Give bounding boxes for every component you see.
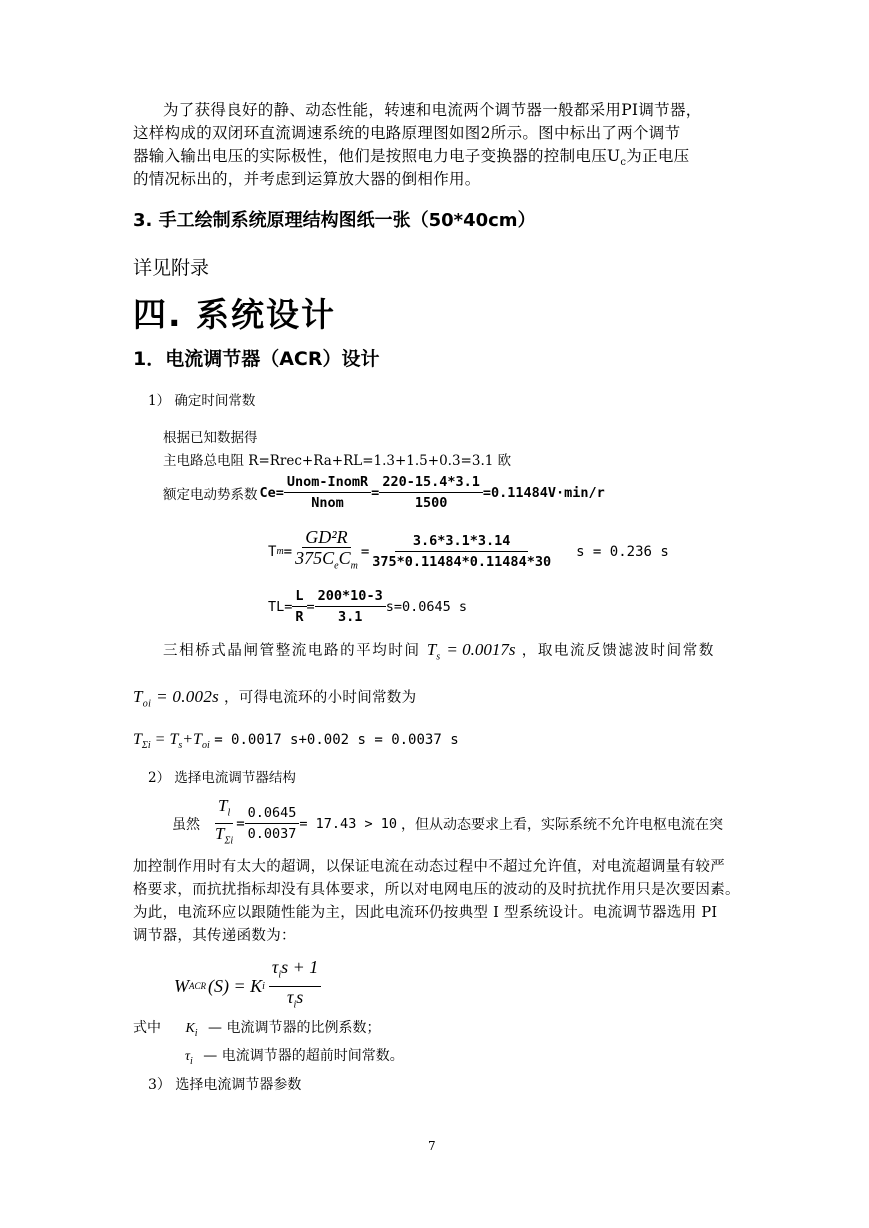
tl-fraction-1 xyxy=(292,586,306,627)
step-2-para-line-3: 为此，电流环应以跟随性能为主，因此电流环仍按典型 I 型系统设计。电流调节器选用 PI xyxy=(133,905,718,921)
intro-line-3: 器输入输出电压的实际极性，他们是按照电力电子变换器的控制电压$U_c$为正电压 xyxy=(133,147,690,169)
ratio-result: = 17.43 > 10 xyxy=(299,815,397,832)
step-2-para-line-4: 调节器，其传递函数为： xyxy=(133,928,296,944)
ce-result: =0.11484V·min/r xyxy=(482,484,605,501)
ratio-symbol-fraction: $\frac{T_l}{T_{\Sigma i}}$ xyxy=(215,796,234,847)
intro-line-4: 的情况标出的，并考虑到运算放大器的倒相作用。 xyxy=(133,170,481,188)
transfer-function: W ACR (S) = K i $\frac{\tau_is + 1}{\tau_is}$ xyxy=(174,957,321,1015)
tl-fraction-2 xyxy=(315,586,386,627)
tm-fraction-2 xyxy=(369,531,554,572)
chapter-title: 四. 系统设计 xyxy=(133,295,337,334)
tm-equals: = xyxy=(283,543,293,560)
ce-equals: = xyxy=(371,484,380,501)
where-tau-line: $\tau_i$ — 电流调节器的超前时间常数。 xyxy=(185,1048,404,1067)
tl-numerator-1: L xyxy=(292,586,306,607)
tl-equals: = xyxy=(306,598,315,615)
intro-line-1: 为了获得良好的静、动态性能，转速和电流两个调节器一般都采用PI调节器， xyxy=(163,101,702,119)
tm-denominator-1: $375C_eC_m$ xyxy=(295,548,358,572)
ratio-value-fraction xyxy=(245,803,300,844)
tl-result: s=0.0645 s xyxy=(385,598,467,615)
tm-fraction-1 xyxy=(292,527,361,577)
ce-numerator-1: Unom-InomR xyxy=(284,472,371,493)
ratio-tail: ，但从动态要求上看，实际系统不允许电枢电流在突 xyxy=(400,816,723,833)
ce-lhs: Ce= xyxy=(259,484,284,501)
step-2-label: 2） 选择电流调节器结构 xyxy=(148,770,296,786)
ratio-formula: 虽然 $\frac{T_l}{T_{\Sigma i}}$ = $\frac{0.0645}{0.0037}$ = 17.43 > 10 ，但从动态要求上看，实际系统不允许电枢电流在突 xyxy=(172,796,723,852)
tl-formula xyxy=(268,586,467,627)
page-number: 7 xyxy=(428,1139,436,1153)
toi-sentence: $T_{oi} = 0.002s$ ，可得电流环的小时间常数为 xyxy=(133,687,417,710)
ce-denominator-1: Nnom xyxy=(311,495,344,511)
ce-denominator-2: 1500 xyxy=(414,495,448,511)
step-2-para-line-2: 格要求，而抗扰指标却没有具体要求，所以对电网电压的波动的及时抗扰作用只是次要因素。 xyxy=(133,882,740,898)
section-1-heading: 1．电流调节器（ACR）设计 xyxy=(133,348,380,370)
tm-denominator-2: 375*0.11484*0.11484*30 xyxy=(372,554,552,571)
tm-result: s = 0.236 s xyxy=(576,543,669,560)
tsum-formula: $T_{\Sigma i} = T_s+T_{oi} = 0.0017$ s+0.002 s = 0.0037 s xyxy=(133,731,459,752)
step-1-label: 1） 确定时间常数 xyxy=(148,393,256,409)
ce-fraction-1 xyxy=(284,472,371,513)
step-3-label: 3） 选择电流调节器参数 xyxy=(148,1077,302,1093)
tl-denominator-2: 3.1 xyxy=(337,609,363,625)
tm-numerator-1: GD²R xyxy=(302,527,350,548)
section-3-detail: 详见附录 xyxy=(133,257,210,279)
although-text: 虽然 xyxy=(172,816,200,833)
total-resistance-text: 主电路总电阻 R=Rrec+Ra+RL=1.3+1.5+0.3=3.1 欧 xyxy=(163,453,512,469)
tm-formula xyxy=(268,527,669,577)
tl-numerator-2: 200*10-3 xyxy=(315,586,386,607)
intro-line-2: 这样构成的双闭环直流调速系统的电路原理图如图2所示。图中标出了两个调节 xyxy=(133,124,681,142)
ce-formula xyxy=(163,472,605,513)
tm-equals-2: = xyxy=(360,543,370,560)
ce-numerator-2: 220-15.4*3.1 xyxy=(379,472,483,493)
ratio-denominator: 0.0037 xyxy=(247,826,297,843)
tm-subscript: m xyxy=(276,546,284,558)
tl-lhs: TL= xyxy=(268,598,293,615)
bridge-sentence: 三相桥式晶闸管整流电路的平均时间 $T_s = 0.0017s$ ，取电流反馈滤波时间常数 xyxy=(163,640,715,663)
emf-label: 额定电动势系数 xyxy=(163,486,258,503)
ratio-numerator: 0.0645 xyxy=(245,803,300,824)
section-3-heading: 3. 手工绘制系统原理结构图纸一张（50*40cm） xyxy=(133,210,536,231)
tm-symbol: T xyxy=(268,543,277,560)
known-data-text: 根据已知数据得 xyxy=(163,430,258,446)
step-2-para-line-1: 加控制作用时有太大的超调，以保证电流在动态过程中不超过允许值，对电流超调量有较严 xyxy=(133,859,725,875)
tm-numerator-2: 3.6*3.1*3.14 xyxy=(395,531,529,552)
transfer-fraction: $\frac{\tau_is + 1}{\tau_is}$ xyxy=(269,957,321,1015)
tl-denominator-1: R xyxy=(295,609,304,625)
where-ki-line: 式中 $K_i$ — 电流调节器的比例系数； xyxy=(133,1020,381,1039)
ce-fraction-2 xyxy=(379,472,483,513)
